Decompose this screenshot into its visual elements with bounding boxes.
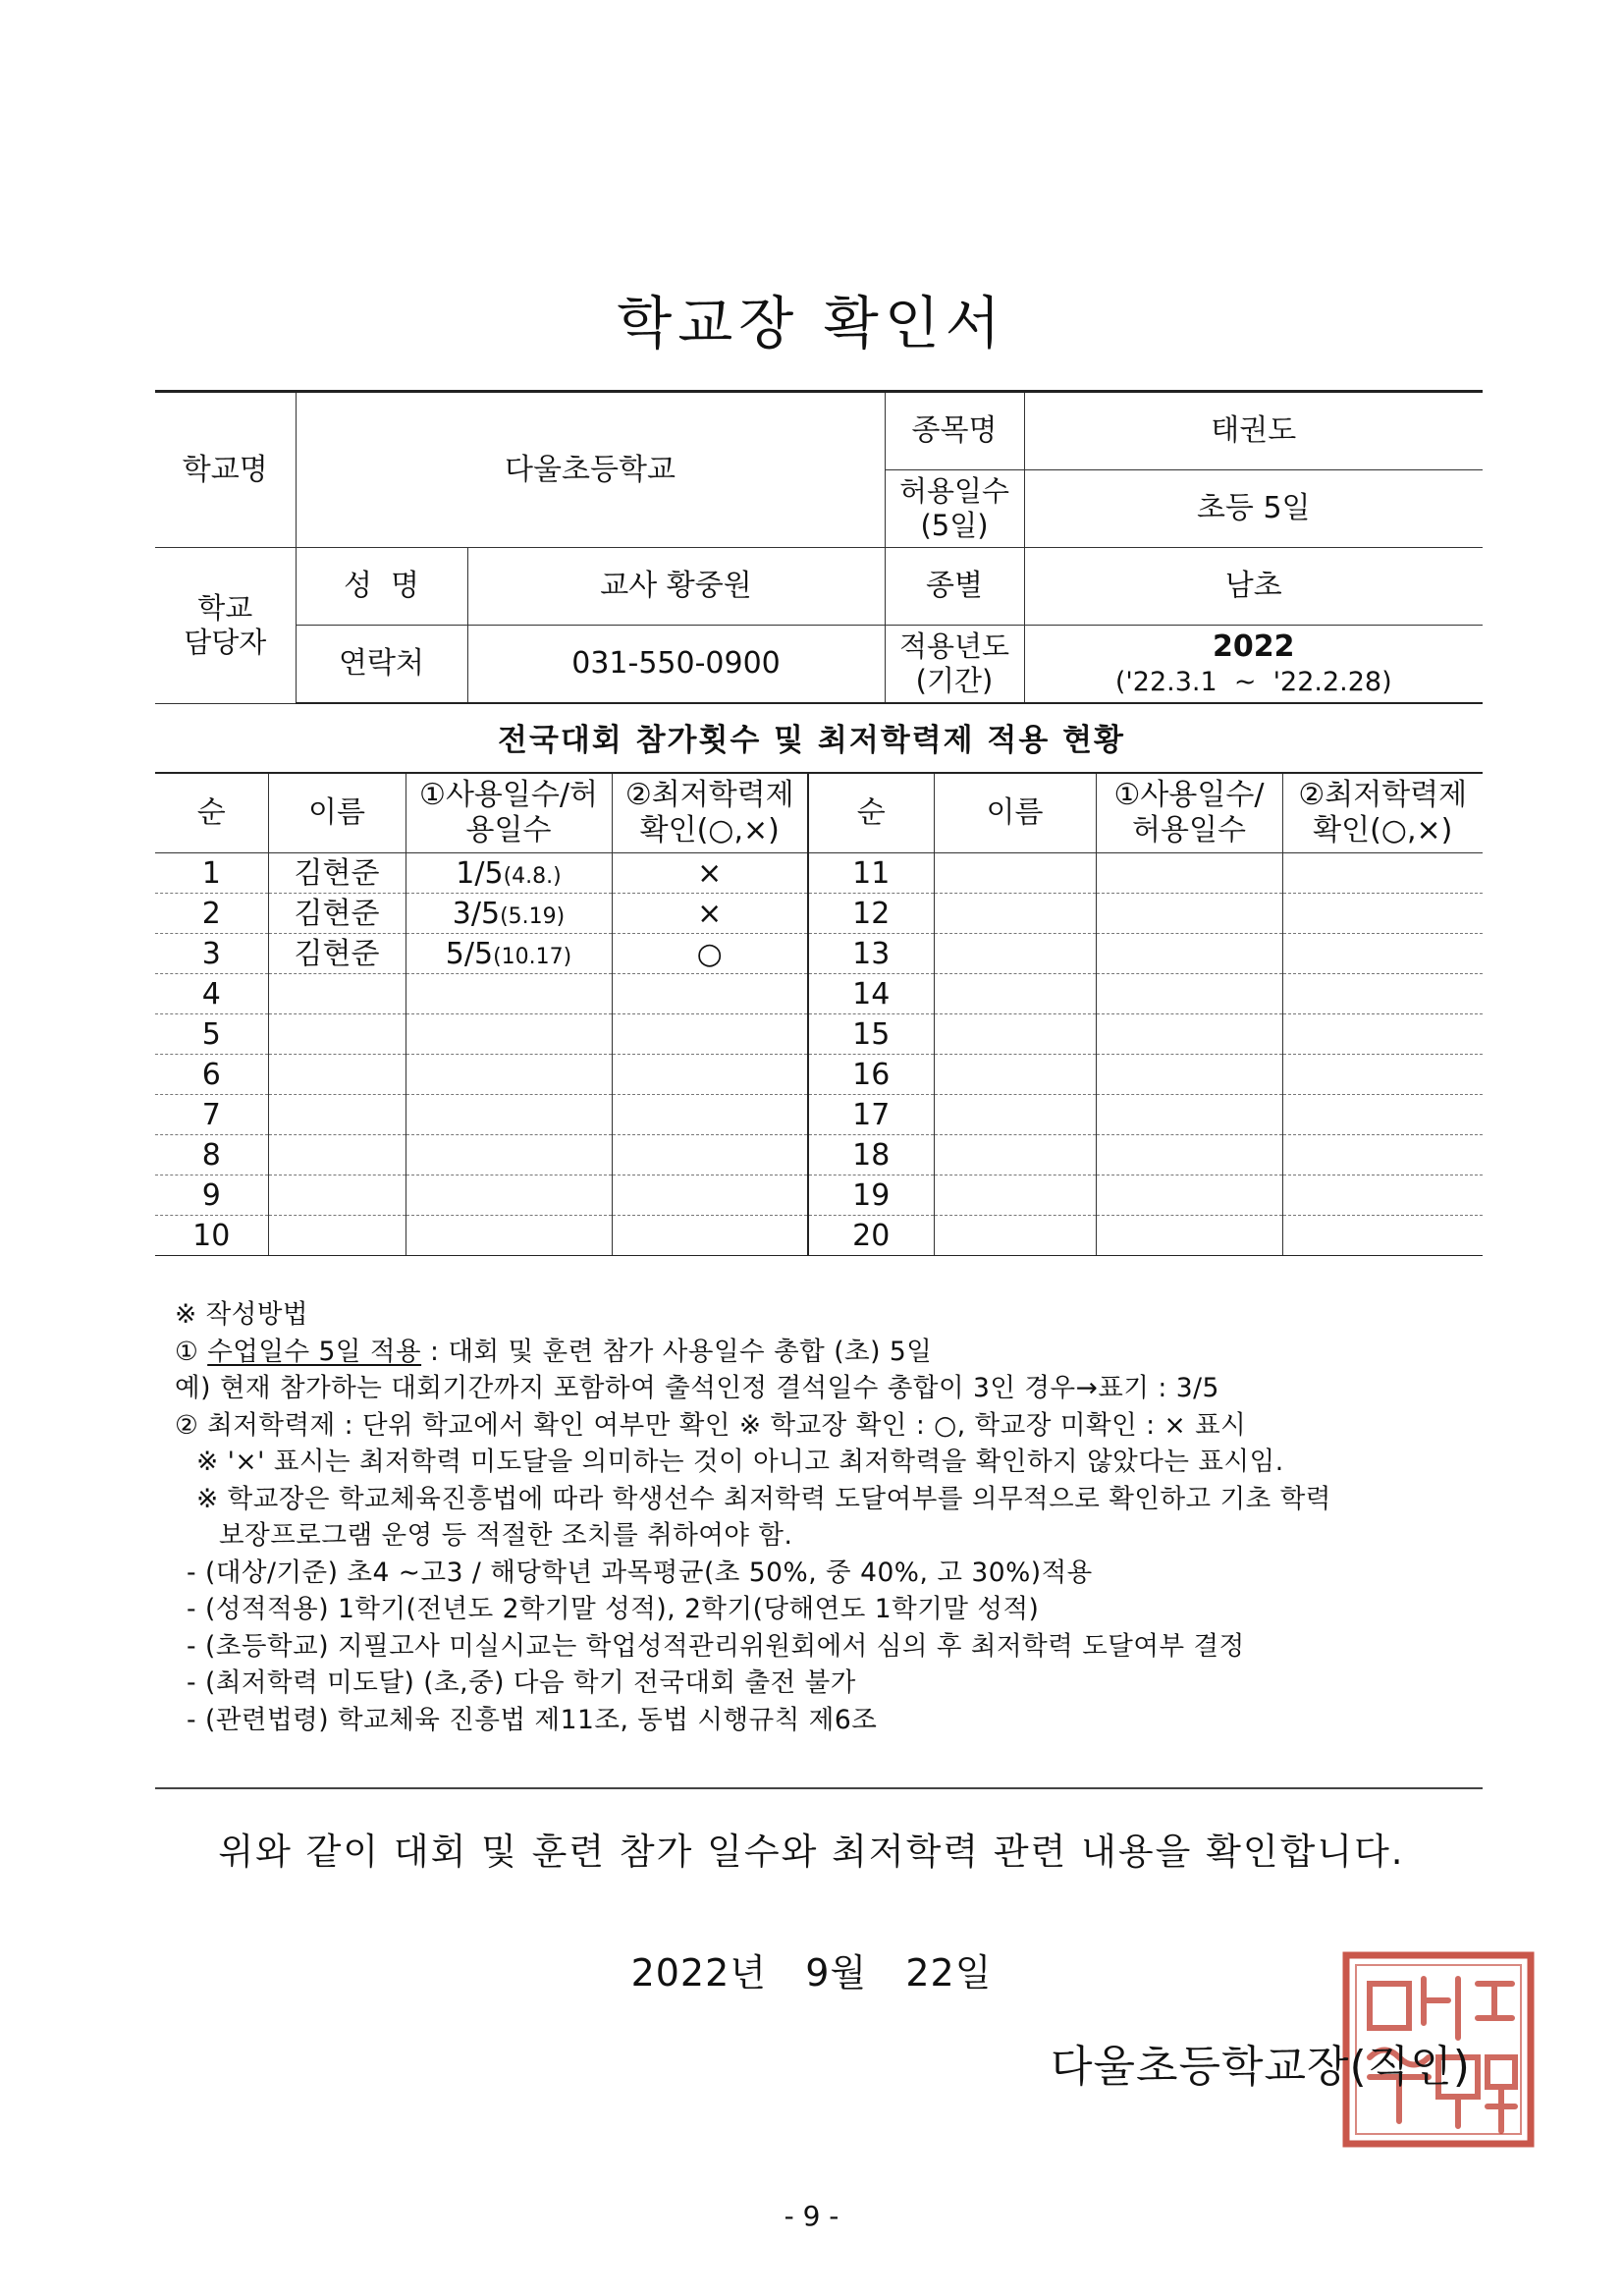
col-header-days [406, 773, 612, 853]
row-check-2 [1282, 1175, 1483, 1216]
row-days-2 [1096, 894, 1282, 934]
row-name: 김현준 [268, 853, 406, 894]
document-title: 학교장 확인서 [617, 290, 1006, 356]
row-name-2 [934, 1014, 1096, 1055]
row-check-2 [1282, 853, 1483, 894]
row-days [406, 1175, 612, 1216]
col-header-seq-2: 순 [808, 773, 934, 853]
row-name: 김현준 [268, 894, 406, 934]
row-check-2 [1282, 974, 1483, 1014]
row-check [612, 1055, 808, 1095]
note-line-5: ※ 학교장은 학교체육진흥법에 따라 학생선수 최저학력 도달여부를 의무적으로 확인하고 기초 학력 [196, 1483, 1331, 1514]
col-header-check2-2: 확인(○,×) [1313, 813, 1453, 847]
name-value: 교사 황중원 [467, 548, 885, 626]
name-label-text: 성 명 [343, 569, 420, 604]
note-line-3: ② 최저학력제 : 단위 학교에서 확인 여부만 확인 ※ 학교장 확인 : ○, 학교장 미확인 : × 표시 [175, 1409, 1247, 1441]
sport-label: 종목명 [885, 392, 1024, 470]
year-label [885, 626, 1024, 704]
row-check-2 [1282, 1216, 1483, 1256]
row-days-2 [1096, 934, 1282, 974]
row-check-2 [1282, 1014, 1483, 1055]
note-line-7: - (대상/기준) 초4 ~고3 / 해당학년 과목평균(초 50%, 중 40%, 고 30%)적용 [187, 1557, 1093, 1588]
row-name [268, 1095, 406, 1135]
note-line-8: - (성적적용) 1학기(전년도 2학기말 성적), 2학기(당해연도 1학기말 성적) [187, 1594, 1040, 1624]
year-value-text: 2022 [1213, 629, 1295, 665]
row-seq: 4 [155, 974, 268, 1014]
allowed-days-label [885, 470, 1024, 548]
col-header-days-2col [1096, 773, 1282, 853]
note-line-4: ※ '×' 표시는 최저학력 미도달을 의미하는 것이 아니고 최저학력을 확인하지 않았다는 표시임. [196, 1447, 1284, 1477]
table-row [155, 1135, 1483, 1175]
row-seq: 7 [155, 1095, 268, 1135]
table-row [155, 894, 1483, 934]
row-days-2 [1096, 1175, 1282, 1216]
note-line-1-underlined: 수업일수 5일 적용 [207, 1336, 422, 1367]
row-days-2 [1096, 1216, 1282, 1256]
row-days-date: (4.8.) [503, 863, 562, 889]
table-row [155, 934, 1483, 974]
manager-label [155, 548, 296, 704]
row-name [268, 1216, 406, 1256]
row-seq: 8 [155, 1135, 268, 1175]
year-label-2: (기간) [915, 664, 994, 697]
contact-value: 031-550-0900 [467, 626, 885, 704]
table-row [155, 1055, 1483, 1095]
row-check [612, 1175, 808, 1216]
col-header-seq: 순 [155, 773, 268, 853]
row-check [612, 1014, 808, 1055]
row-seq: 1 [155, 853, 268, 894]
row-seq: 2 [155, 894, 268, 934]
table-row [155, 1216, 1483, 1256]
note-line-1-b: : 대회 및 훈련 참가 사용일수 총합 (초) 5일 [421, 1336, 933, 1367]
row-seq-2: 18 [808, 1135, 934, 1175]
contact-label: 연락처 [296, 626, 467, 704]
table-row [155, 1175, 1483, 1216]
row-days [406, 974, 612, 1014]
row-days [406, 894, 612, 934]
row-check: × [612, 894, 808, 934]
row-days-2 [1096, 853, 1282, 894]
row-name [268, 1175, 406, 1216]
row-check-2 [1282, 1135, 1483, 1175]
col-header-days2-2: 허용일수 [1132, 813, 1246, 847]
row-name [268, 1014, 406, 1055]
col-header-name-2: 이름 [934, 773, 1096, 853]
col-header-check [612, 773, 808, 853]
row-days-2 [1096, 1014, 1282, 1055]
divider [155, 1787, 1483, 1789]
row-days [406, 853, 612, 894]
row-seq: 9 [155, 1175, 268, 1216]
note-line-2: 예) 현재 참가하는 대회기간까지 포함하여 출석인정 결석일수 총합이 3인 경우→표기 : 3/5 [175, 1373, 1219, 1403]
note-line-9: - (초등학교) 지필고사 미실시교는 학업성적관리위원회에서 심의 후 최저학력 도달여부 결정 [187, 1630, 1245, 1662]
row-days-2 [1096, 1055, 1282, 1095]
gender-label: 종별 [885, 548, 1024, 626]
row-check-2 [1282, 1055, 1483, 1095]
col-header-days-1: ①사용일수/허 [419, 778, 598, 812]
note-line-10: - (최저학력 미도달) (초,중) 다음 학기 전국대회 출전 불가 [187, 1667, 856, 1698]
manager-label-2: 담당자 [184, 625, 267, 659]
row-name-2 [934, 1135, 1096, 1175]
table-row [155, 853, 1483, 894]
row-seq: 3 [155, 934, 268, 974]
row-seq-2: 12 [808, 894, 934, 934]
allowed-days-value: 초등 5일 [1024, 470, 1483, 548]
info-table [155, 390, 1483, 704]
notes-heading: ※ 작성방법 [175, 1299, 309, 1330]
row-seq-2: 13 [808, 934, 934, 974]
row-seq-2: 11 [808, 853, 934, 894]
manager-label-1: 학교 [197, 590, 253, 625]
row-days [406, 1095, 612, 1135]
row-name-2 [934, 894, 1096, 934]
year-label-1: 적용년도 [898, 629, 1010, 664]
row-days [406, 934, 612, 974]
col-header-check-2col [1282, 773, 1483, 853]
col-header-days2-1: ①사용일수/ [1113, 778, 1265, 812]
row-check [612, 1216, 808, 1256]
signature-date: 2022년 9월 22일 [630, 1951, 993, 1995]
note-line-6: 보장프로그램 운영 등 적절한 조치를 취하여야 함. [219, 1520, 793, 1551]
row-seq-2: 15 [808, 1014, 934, 1055]
note-line-1-a: ① [175, 1336, 208, 1367]
section-title: 전국대회 참가횟수 및 최저학력제 적용 현황 [498, 723, 1125, 758]
row-name [268, 1135, 406, 1175]
row-name [268, 1055, 406, 1095]
row-seq-2: 17 [808, 1095, 934, 1135]
year-value [1024, 626, 1483, 704]
school-value: 다울초등학교 [296, 392, 885, 548]
instructions [175, 1296, 1490, 1738]
row-seq-2: 16 [808, 1055, 934, 1095]
row-days-2 [1096, 1095, 1282, 1135]
row-check-2 [1282, 894, 1483, 934]
col-header-days-2: 용일수 [465, 813, 552, 847]
row-check: ○ [612, 934, 808, 974]
row-name-2 [934, 1095, 1096, 1135]
row-days-value: 5/5 [445, 936, 494, 971]
table-row [155, 1014, 1483, 1055]
row-seq: 10 [155, 1216, 268, 1256]
col-header-check2-1: ②최저학력제 [1298, 778, 1468, 812]
row-name [268, 974, 406, 1014]
col-header-name: 이름 [268, 773, 406, 853]
row-days-value: 3/5 [452, 896, 501, 931]
row-days [406, 1135, 612, 1175]
row-name-2 [934, 1055, 1096, 1095]
row-seq: 6 [155, 1055, 268, 1095]
row-seq-2: 14 [808, 974, 934, 1014]
row-name-2 [934, 974, 1096, 1014]
school-label: 학교명 [155, 392, 296, 548]
table-row [155, 1095, 1483, 1135]
gender-value: 남초 [1024, 548, 1483, 626]
participation-table [155, 772, 1483, 1256]
allowed-days-label-1: 허용일수 [898, 474, 1010, 509]
page-number: - 9 - [784, 2200, 839, 2232]
row-days [406, 1014, 612, 1055]
row-name: 김현준 [268, 934, 406, 974]
row-seq-2: 19 [808, 1175, 934, 1216]
note-line-1 [175, 1334, 1490, 1371]
col-header-check-1: ②최저학력제 [624, 778, 794, 812]
row-days-2 [1096, 1135, 1282, 1175]
row-days [406, 1055, 612, 1095]
row-days-date: (10.17) [493, 944, 572, 969]
row-days-value: 1/5 [456, 855, 504, 891]
row-check-2 [1282, 1095, 1483, 1135]
row-days-2 [1096, 974, 1282, 1014]
confirmation-statement: 위와 같이 대회 및 훈련 참가 일수와 최저학력 관련 내용을 확인합니다. [218, 1831, 1405, 1873]
row-seq-2: 20 [808, 1216, 934, 1256]
allowed-days-label-2: (5일) [920, 509, 989, 542]
row-check [612, 1135, 808, 1175]
row-name-2 [934, 1216, 1096, 1256]
row-days-date: (5.19) [500, 903, 566, 929]
signer-name: 다울초등학교장(직인) [1051, 2042, 1471, 2092]
sport-value: 태권도 [1024, 392, 1483, 470]
row-check [612, 974, 808, 1014]
row-check [612, 1095, 808, 1135]
row-name-2 [934, 853, 1096, 894]
row-check-2 [1282, 934, 1483, 974]
row-check: × [612, 853, 808, 894]
name-label [296, 548, 467, 626]
row-name-2 [934, 1175, 1096, 1216]
row-name-2 [934, 934, 1096, 974]
table-row [155, 974, 1483, 1014]
row-days [406, 1216, 612, 1256]
period-value: ('22.3.1 ~ '22.2.28) [1114, 666, 1392, 697]
row-seq: 5 [155, 1014, 268, 1055]
note-line-11: - (관련법령) 학교체육 진흥법 제11조, 동법 시행규칙 제6조 [187, 1704, 878, 1735]
col-header-check-2: 확인(○,×) [639, 813, 780, 847]
